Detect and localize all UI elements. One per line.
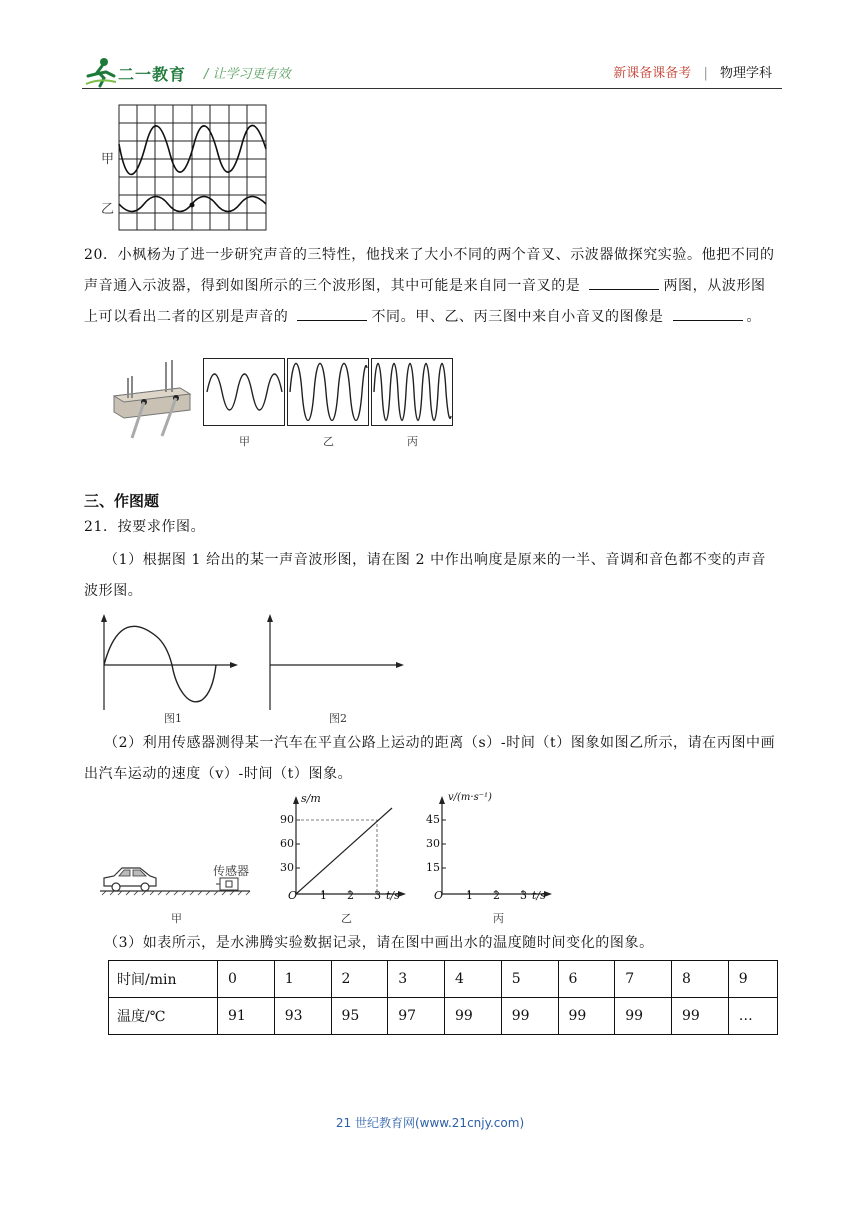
figure-2-axes (262, 612, 412, 712)
q20-blank-1[interactable] (589, 273, 659, 290)
table-cell: 99 (615, 998, 672, 1035)
q20-text-2: 两图，从波形图上可以看出二者的区别是声音的 (84, 278, 766, 325)
q20-text-4: 。 (746, 309, 762, 325)
vt-y-tick-45: 45 (426, 813, 440, 826)
st-x-tick-3: 3 (374, 889, 381, 902)
table-cell: 99 (445, 998, 502, 1035)
table-cell: 95 (331, 998, 388, 1035)
st-y-tick-60: 60 (280, 837, 294, 850)
q21-stem: 21．按要求作图。 (84, 519, 206, 535)
figure-bing-label: 丙 (493, 912, 504, 925)
subject-label: 物理学科 (719, 66, 772, 81)
header-rule (82, 88, 782, 89)
table-cell: 0 (218, 961, 275, 998)
waveform-yi (287, 358, 369, 426)
figure-1-wave (96, 612, 246, 712)
st-y-axis-label: s/m (301, 792, 321, 805)
brand-name: 二一教育 (118, 65, 187, 84)
question-20 (84, 240, 780, 333)
table-cell: 99 (558, 998, 615, 1035)
q21-sub1: （1）根据图 1 给出的某一声音波形图，请在图 2 中作出响度是原来的一半、音调和音色都不变的声音波形图。 (84, 552, 766, 599)
table-row-header: 温度/℃ (109, 998, 218, 1035)
q21-sub3: （3）如表所示，是水沸腾实验数据记录，请在图中画出水的温度随时间变化的图象。 (104, 935, 654, 951)
st-y-tick-30: 30 (280, 861, 294, 874)
table-cell: 5 (501, 961, 558, 998)
table-cell: 1 (274, 961, 331, 998)
st-x-tick-2: 2 (347, 889, 354, 902)
sensor-label: 传感器 (213, 864, 250, 878)
waveform-label-jia: 甲 (239, 435, 250, 448)
q20-blank-3[interactable] (673, 304, 743, 321)
figure-jia-label: 甲 (171, 912, 182, 925)
table-cell: 6 (558, 961, 615, 998)
waveform-label-bing: 丙 (407, 435, 418, 448)
section-title: 三、作图题 (84, 492, 160, 510)
st-x-axis-label: t/s (386, 889, 400, 902)
table-cell: … (728, 998, 777, 1035)
exam-label: 新课备课备考 (613, 66, 692, 81)
waveform-bing (371, 358, 453, 426)
vt-y-axis-label: v/(m·s⁻¹) (448, 792, 492, 803)
vt-origin: O (434, 889, 444, 902)
table-cell: 2 (331, 961, 388, 998)
logo-icon (84, 56, 118, 92)
q20-text-1: 20．小枫杨为了进一步研究声音的三特性，他找来了大小不同的两个音叉、示波器做探究实验。他把不同的声音通入示波器，得到如图所示的三个波形图，其中可能是来自同一音叉的是 (84, 247, 775, 294)
q20-text-3: 不同。甲、乙、丙三图中来自小音叉的图像是 (371, 309, 669, 325)
waveform-label-yi: 乙 (323, 435, 334, 448)
table-row (109, 961, 778, 998)
brand-slogan: / 让学习更有效 (204, 67, 291, 82)
oscilloscope-figure (118, 104, 268, 232)
q21-sub2: （2）利用传感器测得某一汽车在平直公路上运动的距离（s）-时间（t）图象如图乙所示，请在丙图中画出汽车运动的速度（v）-时间（t）图象。 (84, 735, 776, 782)
vt-y-tick-15: 15 (426, 861, 440, 874)
table-cell: 8 (672, 961, 729, 998)
table-row (109, 998, 778, 1035)
figure-yi-label: 乙 (341, 912, 352, 925)
header-right (613, 62, 772, 81)
st-data-line (296, 808, 392, 894)
q20-blank-2[interactable] (297, 304, 367, 321)
st-origin: O (288, 889, 298, 902)
vt-x-tick-1: 1 (466, 889, 473, 902)
table-cell: 91 (218, 998, 275, 1035)
vt-x-tick-3: 3 (520, 889, 527, 902)
boiling-data-table (108, 960, 778, 1035)
table-cell: 7 (615, 961, 672, 998)
table-cell: 99 (501, 998, 558, 1035)
wave-label-jia: 甲 (101, 152, 115, 167)
st-y-tick-90: 90 (280, 813, 294, 826)
table-cell: 93 (274, 998, 331, 1035)
table-cell: 9 (728, 961, 777, 998)
tuning-fork-figure (110, 358, 194, 442)
footer-text: 21 世纪教育网(www.21cnjy.com) (335, 1116, 525, 1130)
header-separator: | (703, 66, 708, 81)
vt-x-tick-2: 2 (493, 889, 500, 902)
table-row-header: 时间/min (109, 961, 218, 998)
table-cell: 97 (388, 998, 445, 1035)
vt-x-axis-label: t/s (532, 889, 546, 902)
figure-1-label: 图1 (164, 712, 182, 725)
table-cell: 99 (672, 998, 729, 1035)
table-cell: 3 (388, 961, 445, 998)
figure-2-label: 图2 (329, 712, 347, 725)
st-x-tick-1: 1 (320, 889, 327, 902)
table-cell: 4 (445, 961, 502, 998)
vt-y-tick-30: 30 (426, 837, 440, 850)
wave-label-yi: 乙 (101, 202, 115, 217)
waveform-jia (203, 358, 285, 426)
